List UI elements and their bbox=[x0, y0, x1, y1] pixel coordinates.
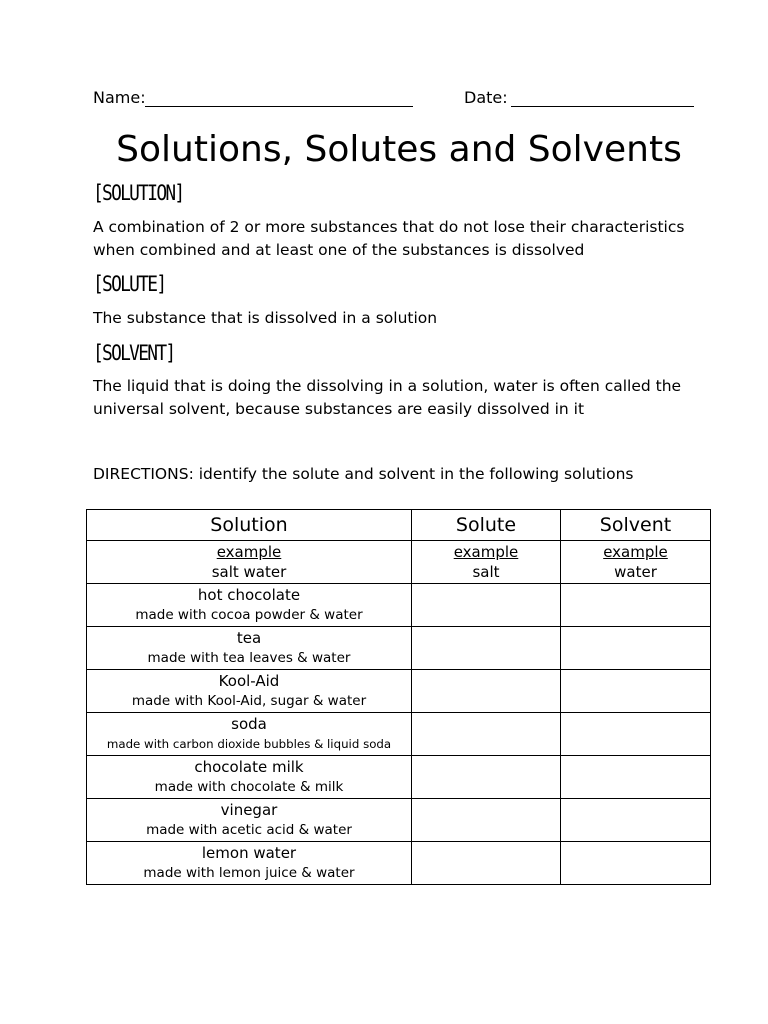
example-solute: salt bbox=[472, 563, 500, 581]
solute-answer-cell[interactable] bbox=[412, 584, 561, 627]
example-label: example bbox=[453, 543, 519, 561]
name-label: Name: bbox=[93, 88, 146, 107]
page-title: Solutions, Solutes and Solvents bbox=[116, 129, 682, 170]
table-header-row bbox=[87, 510, 711, 541]
solvent-answer-cell[interactable] bbox=[561, 713, 711, 756]
name-field[interactable] bbox=[145, 106, 413, 107]
directions-text: identify the solute and solvent in the following solutions bbox=[193, 465, 634, 483]
solution-cell bbox=[87, 670, 412, 713]
example-row bbox=[87, 541, 711, 584]
table-row bbox=[87, 756, 711, 799]
solute-answer-cell[interactable] bbox=[412, 627, 561, 670]
example-solvent-cell bbox=[561, 541, 711, 584]
solution-detail: made with tea leaves & water bbox=[147, 650, 351, 666]
term-solution: [SOLUTION] bbox=[93, 181, 184, 205]
solutions-table bbox=[86, 509, 711, 885]
solute-answer-cell[interactable] bbox=[412, 842, 561, 885]
example-label: example bbox=[603, 543, 668, 561]
example-label: example bbox=[216, 543, 282, 561]
header-solvent: Solvent bbox=[561, 510, 711, 541]
solvent-answer-cell[interactable] bbox=[561, 627, 711, 670]
solvent-answer-cell[interactable] bbox=[561, 756, 711, 799]
solution-detail: made with chocolate & milk bbox=[154, 779, 344, 795]
solvent-answer-cell[interactable] bbox=[561, 670, 711, 713]
example-solute-cell bbox=[412, 541, 561, 584]
solution-name: lemon water bbox=[201, 844, 297, 862]
solute-answer-cell[interactable] bbox=[412, 799, 561, 842]
solvent-answer-cell[interactable] bbox=[561, 842, 711, 885]
worksheet-header bbox=[93, 86, 698, 114]
date-field[interactable] bbox=[511, 106, 694, 107]
solution-cell bbox=[87, 584, 412, 627]
date-label: Date: bbox=[464, 88, 508, 107]
term-solvent: [SOLVENT] bbox=[93, 341, 175, 365]
table-row bbox=[87, 584, 711, 627]
solution-name: tea bbox=[236, 629, 262, 647]
table-row bbox=[87, 799, 711, 842]
table-row bbox=[87, 842, 711, 885]
solution-name: soda bbox=[231, 715, 267, 733]
solution-detail: made with acetic acid & water bbox=[146, 822, 352, 838]
solution-name: chocolate milk bbox=[194, 758, 304, 776]
solution-detail: made with lemon juice & water bbox=[143, 865, 355, 881]
solution-detail: made with Kool-Aid, sugar & water bbox=[131, 693, 367, 709]
solute-answer-cell[interactable] bbox=[412, 670, 561, 713]
table-row bbox=[87, 713, 711, 756]
solvent-answer-cell[interactable] bbox=[561, 584, 711, 627]
solution-cell bbox=[87, 627, 412, 670]
directions bbox=[93, 465, 633, 483]
header-solute: Solute bbox=[412, 510, 561, 541]
solution-name: vinegar bbox=[220, 801, 278, 819]
table-row bbox=[87, 670, 711, 713]
solution-cell bbox=[87, 713, 412, 756]
solution-name: Kool-Aid bbox=[218, 672, 280, 690]
solution-detail: made with cocoa powder & water bbox=[135, 607, 363, 623]
header-solution: Solution bbox=[87, 510, 412, 541]
solution-cell bbox=[87, 756, 412, 799]
solvent-answer-cell[interactable] bbox=[561, 799, 711, 842]
solution-cell bbox=[87, 799, 412, 842]
definition-solvent: The liquid that is doing the dissolving in a solution, water is often called the universal solvent, because substances are easily dissolved in it bbox=[93, 377, 682, 418]
solution-cell bbox=[87, 842, 412, 885]
solution-name: hot chocolate bbox=[197, 586, 301, 604]
example-solvent: water bbox=[614, 563, 657, 581]
directions-label: DIRECTIONS: bbox=[93, 465, 194, 483]
solute-answer-cell[interactable] bbox=[412, 713, 561, 756]
table-row bbox=[87, 627, 711, 670]
definition-solute: The substance that is dissolved in a solution bbox=[93, 309, 438, 327]
solution-detail: made with carbon dioxide bubbles & liquid soda bbox=[106, 737, 392, 751]
definition-solution: A combination of 2 or more substances that do not lose their characteristics when combined and at least one of the substances is dissolved bbox=[93, 218, 685, 259]
solute-answer-cell[interactable] bbox=[412, 756, 561, 799]
example-solution: salt water bbox=[211, 563, 287, 581]
example-solution-cell bbox=[87, 541, 412, 584]
term-solute: [SOLUTE] bbox=[93, 272, 166, 296]
